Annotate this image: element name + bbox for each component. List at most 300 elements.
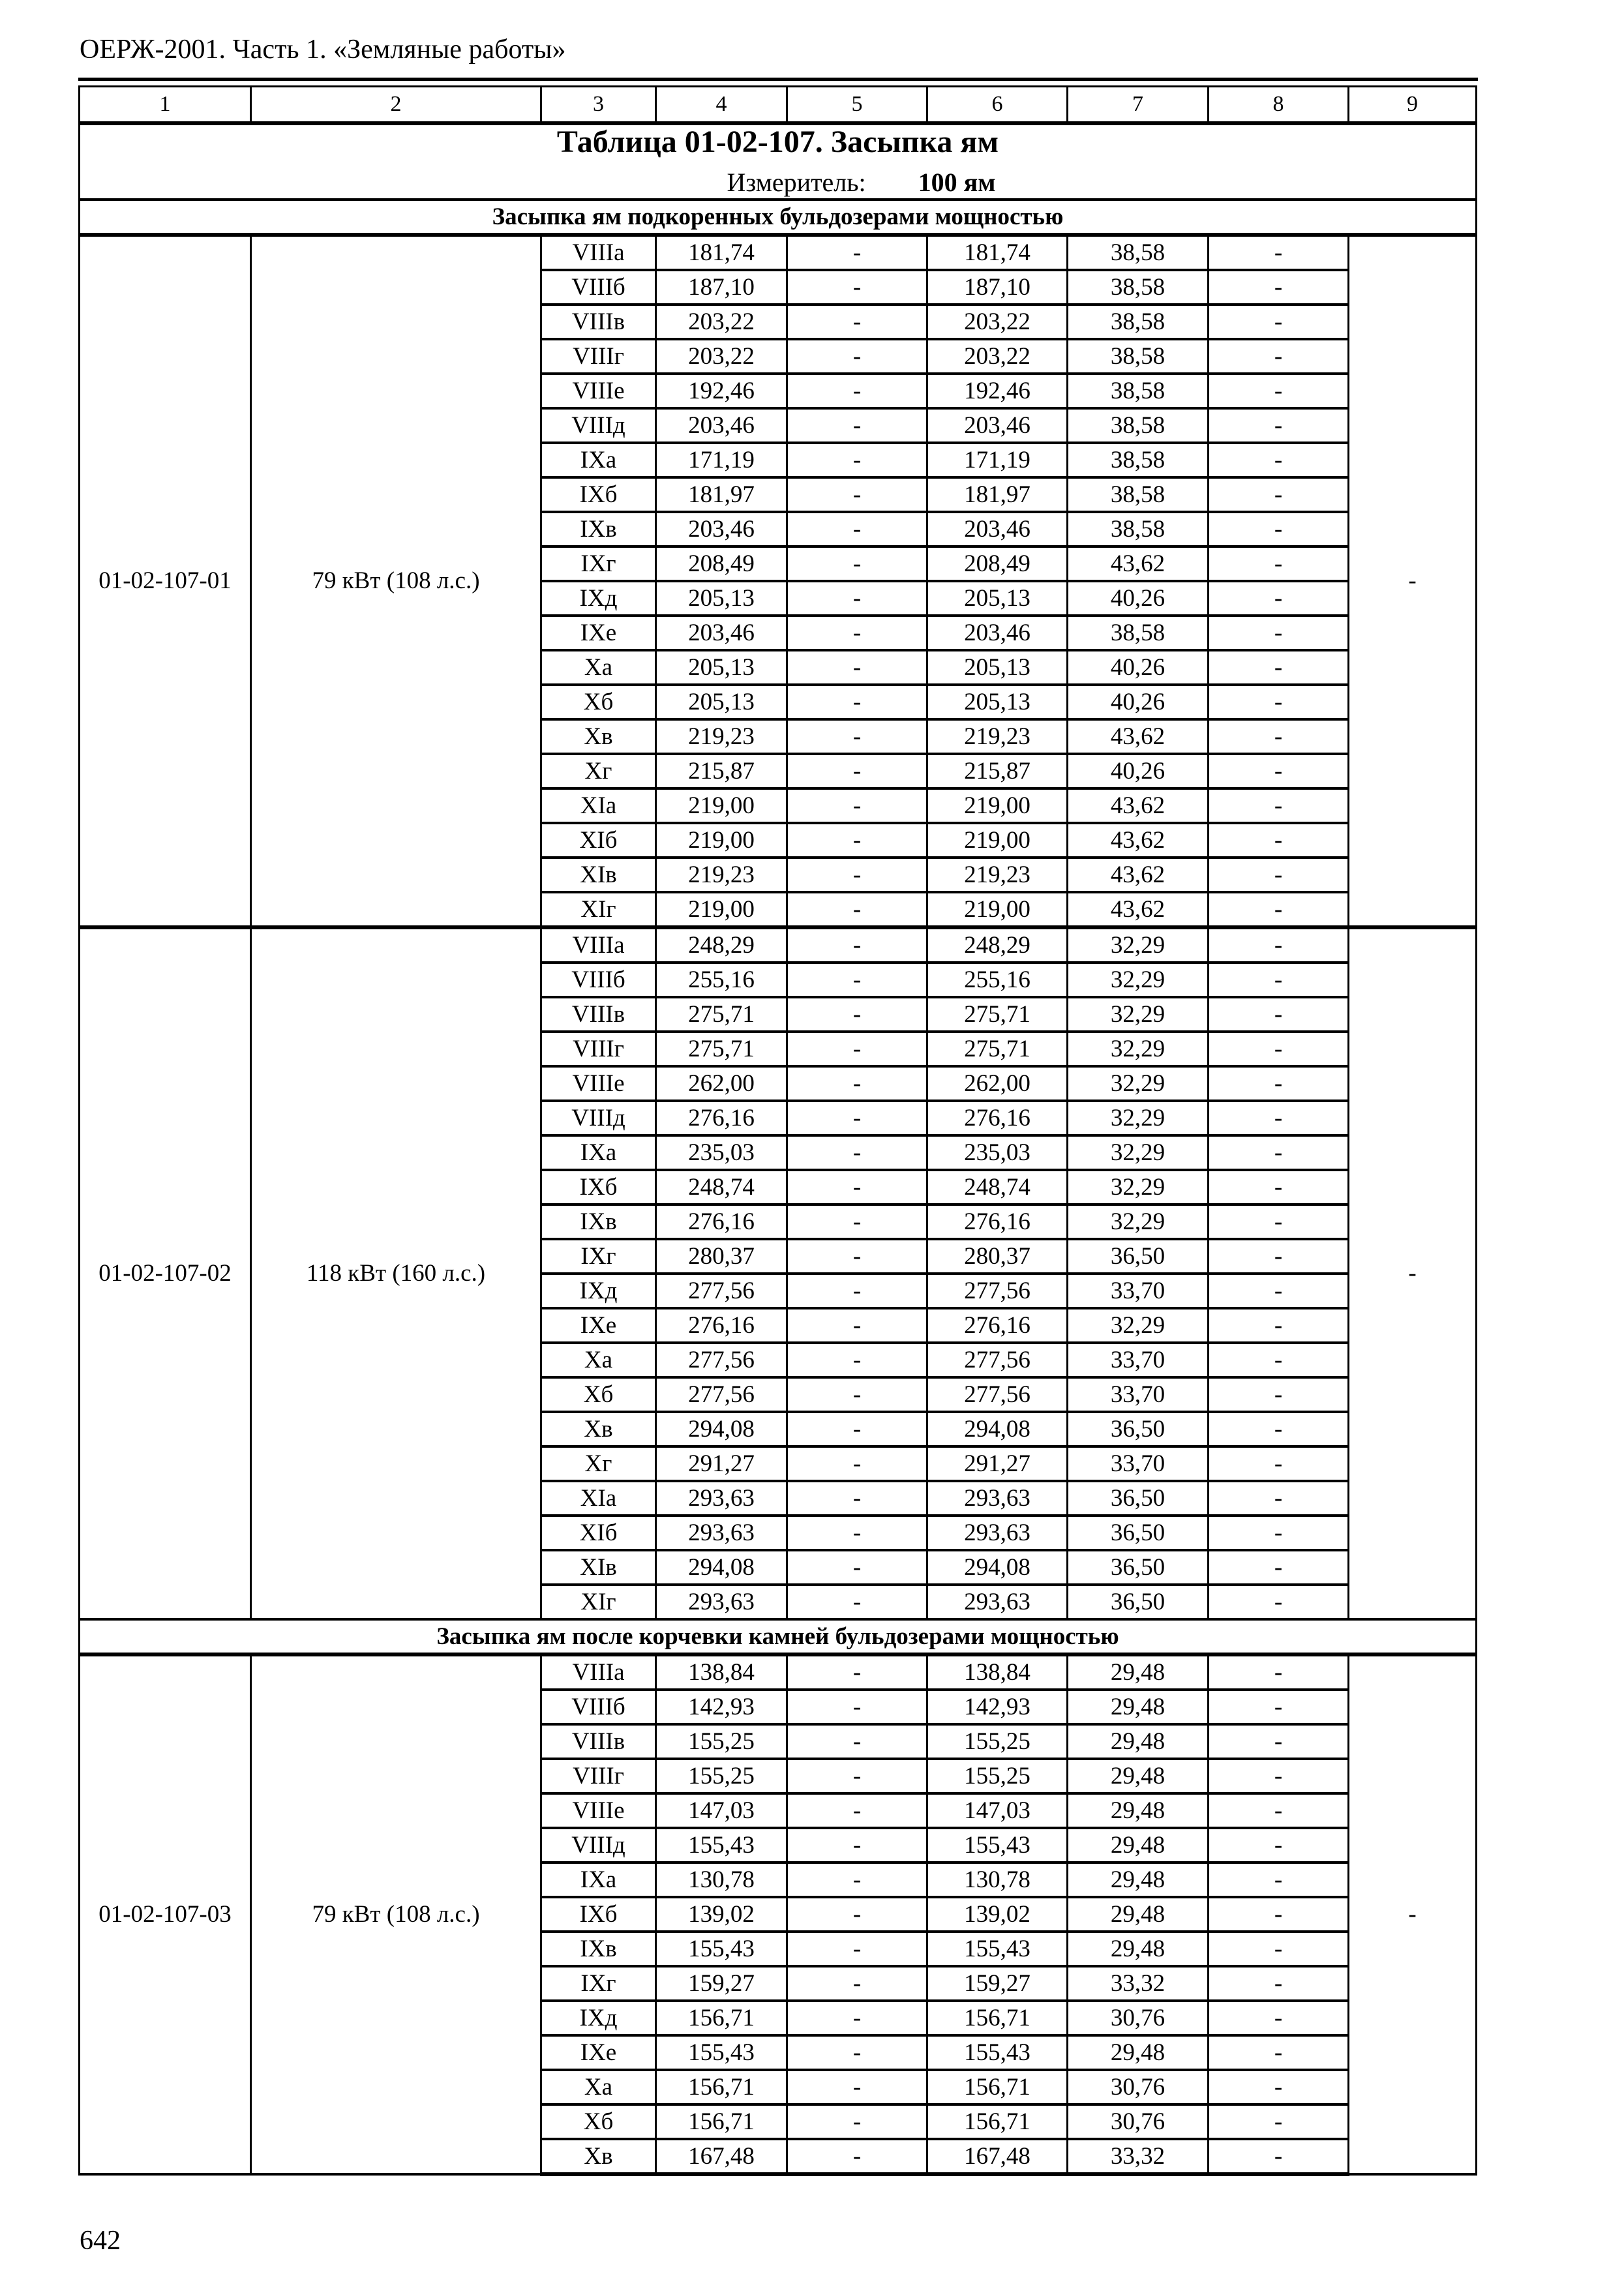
description-cell: 79 кВт (108 л.с.) bbox=[251, 1654, 541, 2174]
col5-value-cell: - bbox=[787, 374, 927, 408]
col8-value-cell: - bbox=[1209, 892, 1349, 927]
col7-value-cell: 32,29 bbox=[1068, 1135, 1209, 1170]
col6-value-cell: 139,02 bbox=[927, 1897, 1068, 1932]
grade-cell: Xб bbox=[541, 685, 656, 719]
col5-value-cell: - bbox=[787, 477, 927, 512]
col6-value-cell: 248,74 bbox=[927, 1170, 1068, 1204]
col5-value-cell: - bbox=[787, 1170, 927, 1204]
table-row bbox=[80, 927, 1477, 963]
col7-value-cell: 43,62 bbox=[1068, 546, 1209, 581]
col6-value-cell: 219,00 bbox=[927, 892, 1068, 927]
measure-value: 100 ям bbox=[918, 167, 996, 197]
grade-cell: VIIIа bbox=[541, 927, 656, 963]
col8-value-cell: - bbox=[1209, 270, 1349, 305]
col4-value-cell: 155,43 bbox=[656, 1828, 787, 1863]
col5-value-cell: - bbox=[787, 1343, 927, 1377]
col4-value-cell: 138,84 bbox=[656, 1654, 787, 1690]
col5-value-cell: - bbox=[787, 754, 927, 788]
col6-value-cell: 255,16 bbox=[927, 963, 1068, 997]
grade-cell: XIв bbox=[541, 1550, 656, 1585]
col7-value-cell: 36,50 bbox=[1068, 1550, 1209, 1585]
grade-cell: IXд bbox=[541, 2001, 656, 2035]
column-number-cell-2: 2 bbox=[251, 87, 541, 124]
col8-value-cell: - bbox=[1209, 305, 1349, 339]
col6-value-cell: 203,46 bbox=[927, 512, 1068, 546]
col6-value-cell: 147,03 bbox=[927, 1793, 1068, 1828]
col7-value-cell: 38,58 bbox=[1068, 408, 1209, 443]
col6-value-cell: 208,49 bbox=[927, 546, 1068, 581]
col5-value-cell: - bbox=[787, 823, 927, 858]
col7-value-cell: 36,50 bbox=[1068, 1481, 1209, 1516]
col6-value-cell: 277,56 bbox=[927, 1343, 1068, 1377]
col4-value-cell: 203,22 bbox=[656, 339, 787, 374]
col6-value-cell: 275,71 bbox=[927, 997, 1068, 1032]
col8-value-cell: - bbox=[1209, 1032, 1349, 1066]
col7-value-cell: 40,26 bbox=[1068, 754, 1209, 788]
col4-value-cell: 167,48 bbox=[656, 2139, 787, 2174]
col5-value-cell: - bbox=[787, 1308, 927, 1343]
col4-value-cell: 130,78 bbox=[656, 1863, 787, 1897]
grade-cell: VIIIе bbox=[541, 1066, 656, 1101]
col5-value-cell: - bbox=[787, 2104, 927, 2139]
col8-value-cell: - bbox=[1209, 2035, 1349, 2070]
col8-value-cell: - bbox=[1209, 1135, 1349, 1170]
grade-cell: IXб bbox=[541, 477, 656, 512]
grade-cell: VIIIд bbox=[541, 408, 656, 443]
col6-value-cell: 219,23 bbox=[927, 858, 1068, 892]
col8-value-cell: - bbox=[1209, 339, 1349, 374]
col7-value-cell: 38,58 bbox=[1068, 270, 1209, 305]
grade-cell: IXв bbox=[541, 512, 656, 546]
col6-value-cell: 181,74 bbox=[927, 235, 1068, 270]
col5-value-cell: - bbox=[787, 1481, 927, 1516]
col5-value-cell: - bbox=[787, 1828, 927, 1863]
col4-value-cell: 159,27 bbox=[656, 1966, 787, 2001]
col5-value-cell: - bbox=[787, 1101, 927, 1135]
grade-cell: Xа bbox=[541, 650, 656, 685]
col5-value-cell: - bbox=[787, 443, 927, 477]
col6-value-cell: 205,13 bbox=[927, 581, 1068, 616]
col5-value-cell: - bbox=[787, 1446, 927, 1481]
col7-value-cell: 43,62 bbox=[1068, 892, 1209, 927]
grade-cell: Xб bbox=[541, 2104, 656, 2139]
grade-cell: XIб bbox=[541, 1516, 656, 1550]
col6-value-cell: 277,56 bbox=[927, 1274, 1068, 1308]
col6-value-cell: 192,46 bbox=[927, 374, 1068, 408]
table-title: Таблица 01-02-107. Засыпка ям bbox=[556, 125, 999, 159]
col7-value-cell: 38,58 bbox=[1068, 443, 1209, 477]
col5-value-cell: - bbox=[787, 788, 927, 823]
grade-cell: XIг bbox=[541, 1585, 656, 1619]
col6-value-cell: 293,63 bbox=[927, 1585, 1068, 1619]
grade-cell: Xв bbox=[541, 719, 656, 754]
grade-cell: VIIIе bbox=[541, 374, 656, 408]
col4-value-cell: 276,16 bbox=[656, 1308, 787, 1343]
col6-value-cell: 205,13 bbox=[927, 685, 1068, 719]
col8-value-cell: - bbox=[1209, 581, 1349, 616]
col7-value-cell: 33,32 bbox=[1068, 2139, 1209, 2174]
col4-value-cell: 203,46 bbox=[656, 512, 787, 546]
grade-cell: VIIIг bbox=[541, 1032, 656, 1066]
col7-value-cell: 29,48 bbox=[1068, 1654, 1209, 1690]
section-header-row bbox=[80, 1619, 1477, 1654]
measure-label: Измеритель: bbox=[727, 167, 866, 197]
col8-value-cell: - bbox=[1209, 1446, 1349, 1481]
grade-cell: IXа bbox=[541, 443, 656, 477]
grade-cell: Xа bbox=[541, 2070, 656, 2104]
grade-cell: VIIIа bbox=[541, 235, 656, 270]
col4-value-cell: 294,08 bbox=[656, 1550, 787, 1585]
grade-cell: Xг bbox=[541, 1446, 656, 1481]
col6-value-cell: 159,27 bbox=[927, 1966, 1068, 2001]
col8-value-cell: - bbox=[1209, 512, 1349, 546]
grade-cell: VIIIв bbox=[541, 1724, 656, 1759]
col7-value-cell: 32,29 bbox=[1068, 1170, 1209, 1204]
grade-cell: Xв bbox=[541, 2139, 656, 2174]
col8-value-cell: - bbox=[1209, 997, 1349, 1032]
grade-cell: IXа bbox=[541, 1863, 656, 1897]
col6-value-cell: 203,22 bbox=[927, 339, 1068, 374]
col7-value-cell: 29,48 bbox=[1068, 1724, 1209, 1759]
col6-value-cell: 138,84 bbox=[927, 1654, 1068, 1690]
col5-value-cell: - bbox=[787, 892, 927, 927]
col6-value-cell: 205,13 bbox=[927, 650, 1068, 685]
column-number-cell-9: 9 bbox=[1349, 87, 1477, 124]
col5-value-cell: - bbox=[787, 685, 927, 719]
grade-cell: VIIIг bbox=[541, 1759, 656, 1793]
col7-value-cell: 33,70 bbox=[1068, 1377, 1209, 1412]
col5-value-cell: - bbox=[787, 997, 927, 1032]
col6-value-cell: 219,00 bbox=[927, 823, 1068, 858]
col8-value-cell: - bbox=[1209, 1274, 1349, 1308]
col6-value-cell: 276,16 bbox=[927, 1101, 1068, 1135]
grade-cell: VIIIд bbox=[541, 1828, 656, 1863]
col4-value-cell: 293,63 bbox=[656, 1585, 787, 1619]
col4-value-cell: 262,00 bbox=[656, 1066, 787, 1101]
col6-value-cell: 167,48 bbox=[927, 2139, 1068, 2174]
col7-value-cell: 38,58 bbox=[1068, 235, 1209, 270]
col5-value-cell: - bbox=[787, 1793, 927, 1828]
col6-value-cell: 215,87 bbox=[927, 754, 1068, 788]
description-cell: 79 кВт (108 л.с.) bbox=[251, 235, 541, 927]
col4-value-cell: 171,19 bbox=[656, 443, 787, 477]
col7-value-cell: 32,29 bbox=[1068, 927, 1209, 963]
col4-value-cell: 203,46 bbox=[656, 408, 787, 443]
col7-value-cell: 32,29 bbox=[1068, 963, 1209, 997]
col6-value-cell: 155,43 bbox=[927, 1932, 1068, 1966]
col7-value-cell: 43,62 bbox=[1068, 788, 1209, 823]
col7-value-cell: 30,76 bbox=[1068, 2070, 1209, 2104]
col4-value-cell: 147,03 bbox=[656, 1793, 787, 1828]
col4-value-cell: 276,16 bbox=[656, 1101, 787, 1135]
col7-value-cell: 32,29 bbox=[1068, 1032, 1209, 1066]
col7-value-cell: 29,48 bbox=[1068, 1897, 1209, 1932]
col7-value-cell: 40,26 bbox=[1068, 650, 1209, 685]
col4-value-cell: 291,27 bbox=[656, 1446, 787, 1481]
col4-value-cell: 203,46 bbox=[656, 616, 787, 650]
col8-value-cell: - bbox=[1209, 1481, 1349, 1516]
grade-cell: VIIIг bbox=[541, 339, 656, 374]
col8-value-cell: - bbox=[1209, 2001, 1349, 2035]
col4-value-cell: 156,71 bbox=[656, 2104, 787, 2139]
code-cell: 01-02-107-02 bbox=[80, 927, 251, 1619]
col8-value-cell: - bbox=[1209, 1966, 1349, 2001]
col4-value-cell: 155,43 bbox=[656, 1932, 787, 1966]
col8-value-cell: - bbox=[1209, 408, 1349, 443]
column-number-cell-6: 6 bbox=[927, 87, 1068, 124]
code-cell: 01-02-107-01 bbox=[80, 235, 251, 927]
col8-value-cell: - bbox=[1209, 927, 1349, 963]
column-header-row bbox=[80, 87, 1477, 124]
col8-value-cell: - bbox=[1209, 1550, 1349, 1585]
col5-value-cell: - bbox=[787, 305, 927, 339]
col5-value-cell: - bbox=[787, 719, 927, 754]
col8-value-cell: - bbox=[1209, 754, 1349, 788]
col8-value-cell: - bbox=[1209, 1343, 1349, 1377]
code-cell: 01-02-107-03 bbox=[80, 1654, 251, 2174]
col7-value-cell: 43,62 bbox=[1068, 823, 1209, 858]
col9-dash-cell: - bbox=[1349, 1654, 1477, 2174]
col4-value-cell: 181,74 bbox=[656, 235, 787, 270]
grade-cell: XIа bbox=[541, 1481, 656, 1516]
section-title-2: Засыпка ям после корчевки камней бульдозерами мощностью bbox=[80, 1619, 1477, 1654]
col8-value-cell: - bbox=[1209, 858, 1349, 892]
col4-value-cell: 255,16 bbox=[656, 963, 787, 997]
col9-dash-cell: - bbox=[1349, 235, 1477, 927]
col7-value-cell: 33,70 bbox=[1068, 1343, 1209, 1377]
grade-cell: IXд bbox=[541, 581, 656, 616]
col7-value-cell: 32,29 bbox=[1068, 1101, 1209, 1135]
col8-value-cell: - bbox=[1209, 2070, 1349, 2104]
grade-cell: IXб bbox=[541, 1897, 656, 1932]
col7-value-cell: 40,26 bbox=[1068, 581, 1209, 616]
grade-cell: VIIIа bbox=[541, 1654, 656, 1690]
col7-value-cell: 32,29 bbox=[1068, 1066, 1209, 1101]
col7-value-cell: 32,29 bbox=[1068, 1204, 1209, 1239]
column-number-cell-8: 8 bbox=[1209, 87, 1349, 124]
col7-value-cell: 43,62 bbox=[1068, 719, 1209, 754]
col8-value-cell: - bbox=[1209, 1412, 1349, 1446]
col5-value-cell: - bbox=[787, 1032, 927, 1066]
col4-value-cell: 275,71 bbox=[656, 1032, 787, 1066]
col6-value-cell: 276,16 bbox=[927, 1308, 1068, 1343]
grade-cell: VIIIе bbox=[541, 1793, 656, 1828]
col8-value-cell: - bbox=[1209, 1863, 1349, 1897]
col8-value-cell: - bbox=[1209, 2139, 1349, 2174]
grade-cell: IXг bbox=[541, 546, 656, 581]
col6-value-cell: 155,25 bbox=[927, 1759, 1068, 1793]
col7-value-cell: 38,58 bbox=[1068, 512, 1209, 546]
col6-value-cell: 156,71 bbox=[927, 2070, 1068, 2104]
grade-cell: IXв bbox=[541, 1204, 656, 1239]
grade-cell: XIа bbox=[541, 788, 656, 823]
col8-value-cell: - bbox=[1209, 616, 1349, 650]
col6-value-cell: 276,16 bbox=[927, 1204, 1068, 1239]
col8-value-cell: - bbox=[1209, 1759, 1349, 1793]
col4-value-cell: 192,46 bbox=[656, 374, 787, 408]
table-row bbox=[80, 235, 1477, 270]
col5-value-cell: - bbox=[787, 1135, 927, 1170]
col7-value-cell: 29,48 bbox=[1068, 1759, 1209, 1793]
col7-value-cell: 38,58 bbox=[1068, 374, 1209, 408]
col4-value-cell: 205,13 bbox=[656, 581, 787, 616]
col5-value-cell: - bbox=[787, 1239, 927, 1274]
table-title-cell bbox=[80, 123, 1477, 200]
col6-value-cell: 219,00 bbox=[927, 788, 1068, 823]
col6-value-cell: 262,00 bbox=[927, 1066, 1068, 1101]
col7-value-cell: 33,32 bbox=[1068, 1966, 1209, 2001]
col8-value-cell: - bbox=[1209, 1308, 1349, 1343]
col5-value-cell: - bbox=[787, 1724, 927, 1759]
col8-value-cell: - bbox=[1209, 443, 1349, 477]
col4-value-cell: 276,16 bbox=[656, 1204, 787, 1239]
col4-value-cell: 219,23 bbox=[656, 719, 787, 754]
col6-value-cell: 280,37 bbox=[927, 1239, 1068, 1274]
col6-value-cell: 156,71 bbox=[927, 2001, 1068, 2035]
col8-value-cell: - bbox=[1209, 374, 1349, 408]
grade-cell: XIб bbox=[541, 823, 656, 858]
col5-value-cell: - bbox=[787, 858, 927, 892]
table-title-row bbox=[80, 123, 1477, 200]
col4-value-cell: 275,71 bbox=[656, 997, 787, 1032]
col6-value-cell: 203,46 bbox=[927, 408, 1068, 443]
col4-value-cell: 280,37 bbox=[656, 1239, 787, 1274]
grade-cell: Xв bbox=[541, 1412, 656, 1446]
col7-value-cell: 36,50 bbox=[1068, 1239, 1209, 1274]
col8-value-cell: - bbox=[1209, 1897, 1349, 1932]
col5-value-cell: - bbox=[787, 2070, 927, 2104]
col5-value-cell: - bbox=[787, 235, 927, 270]
col7-value-cell: 43,62 bbox=[1068, 858, 1209, 892]
col8-value-cell: - bbox=[1209, 1793, 1349, 1828]
col7-value-cell: 36,50 bbox=[1068, 1585, 1209, 1619]
col4-value-cell: 155,25 bbox=[656, 1724, 787, 1759]
col7-value-cell: 29,48 bbox=[1068, 2035, 1209, 2070]
col4-value-cell: 156,71 bbox=[656, 2001, 787, 2035]
col5-value-cell: - bbox=[787, 1204, 927, 1239]
col6-value-cell: 293,63 bbox=[927, 1481, 1068, 1516]
col5-value-cell: - bbox=[787, 650, 927, 685]
col4-value-cell: 219,23 bbox=[656, 858, 787, 892]
col5-value-cell: - bbox=[787, 512, 927, 546]
table-row bbox=[80, 1654, 1477, 1690]
col5-value-cell: - bbox=[787, 1066, 927, 1101]
col7-value-cell: 29,48 bbox=[1068, 1793, 1209, 1828]
col8-value-cell: - bbox=[1209, 1377, 1349, 1412]
col4-value-cell: 155,25 bbox=[656, 1759, 787, 1793]
col6-value-cell: 155,25 bbox=[927, 1724, 1068, 1759]
column-number-cell-5: 5 bbox=[787, 87, 927, 124]
section-title-1: Засыпка ям подкоренных бульдозерами мощностью bbox=[80, 200, 1477, 235]
col6-value-cell: 219,23 bbox=[927, 719, 1068, 754]
col8-value-cell: - bbox=[1209, 1585, 1349, 1619]
col6-value-cell: 171,19 bbox=[927, 443, 1068, 477]
col4-value-cell: 208,49 bbox=[656, 546, 787, 581]
col8-value-cell: - bbox=[1209, 1170, 1349, 1204]
col8-value-cell: - bbox=[1209, 823, 1349, 858]
col4-value-cell: 203,22 bbox=[656, 305, 787, 339]
header-rule bbox=[78, 78, 1478, 81]
col8-value-cell: - bbox=[1209, 2104, 1349, 2139]
col8-value-cell: - bbox=[1209, 546, 1349, 581]
col8-value-cell: - bbox=[1209, 1724, 1349, 1759]
col5-value-cell: - bbox=[787, 1516, 927, 1550]
col4-value-cell: 219,00 bbox=[656, 823, 787, 858]
col6-value-cell: 235,03 bbox=[927, 1135, 1068, 1170]
grade-cell: IXб bbox=[541, 1170, 656, 1204]
col8-value-cell: - bbox=[1209, 1828, 1349, 1863]
col4-value-cell: 293,63 bbox=[656, 1481, 787, 1516]
grade-cell: IXе bbox=[541, 2035, 656, 2070]
col6-value-cell: 294,08 bbox=[927, 1550, 1068, 1585]
col6-value-cell: 155,43 bbox=[927, 2035, 1068, 2070]
grade-cell: Xа bbox=[541, 1343, 656, 1377]
col8-value-cell: - bbox=[1209, 1204, 1349, 1239]
col6-value-cell: 275,71 bbox=[927, 1032, 1068, 1066]
col5-value-cell: - bbox=[787, 1759, 927, 1793]
col7-value-cell: 30,76 bbox=[1068, 2001, 1209, 2035]
col7-value-cell: 38,58 bbox=[1068, 616, 1209, 650]
col8-value-cell: - bbox=[1209, 719, 1349, 754]
col5-value-cell: - bbox=[787, 1932, 927, 1966]
col6-value-cell: 156,71 bbox=[927, 2104, 1068, 2139]
grade-cell: IXд bbox=[541, 1274, 656, 1308]
col5-value-cell: - bbox=[787, 581, 927, 616]
col5-value-cell: - bbox=[787, 2001, 927, 2035]
col8-value-cell: - bbox=[1209, 235, 1349, 270]
col8-value-cell: - bbox=[1209, 477, 1349, 512]
column-number-cell-3: 3 bbox=[541, 87, 656, 124]
col5-value-cell: - bbox=[787, 927, 927, 963]
col7-value-cell: 29,48 bbox=[1068, 1863, 1209, 1897]
col8-value-cell: - bbox=[1209, 1101, 1349, 1135]
col5-value-cell: - bbox=[787, 963, 927, 997]
col8-value-cell: - bbox=[1209, 1239, 1349, 1274]
grade-cell: XIг bbox=[541, 892, 656, 927]
grade-cell: Xб bbox=[541, 1377, 656, 1412]
col5-value-cell: - bbox=[787, 546, 927, 581]
col5-value-cell: - bbox=[787, 2035, 927, 2070]
col5-value-cell: - bbox=[787, 1412, 927, 1446]
col4-value-cell: 277,56 bbox=[656, 1274, 787, 1308]
col7-value-cell: 38,58 bbox=[1068, 305, 1209, 339]
col5-value-cell: - bbox=[787, 408, 927, 443]
col8-value-cell: - bbox=[1209, 650, 1349, 685]
col6-value-cell: 155,43 bbox=[927, 1828, 1068, 1863]
col5-value-cell: - bbox=[787, 1654, 927, 1690]
col8-value-cell: - bbox=[1209, 1516, 1349, 1550]
grade-cell: VIIIб bbox=[541, 270, 656, 305]
col8-value-cell: - bbox=[1209, 1066, 1349, 1101]
column-number-cell-1: 1 bbox=[80, 87, 251, 124]
col9-dash-cell: - bbox=[1349, 927, 1477, 1619]
page-header: ОЕРЖ-2001. Часть 1. «Земляные работы» bbox=[80, 35, 566, 65]
col5-value-cell: - bbox=[787, 2139, 927, 2174]
grade-cell: VIIIб bbox=[541, 1690, 656, 1724]
col5-value-cell: - bbox=[787, 1863, 927, 1897]
grade-cell: IXе bbox=[541, 616, 656, 650]
description-cell: 118 кВт (160 л.с.) bbox=[251, 927, 541, 1619]
col6-value-cell: 277,56 bbox=[927, 1377, 1068, 1412]
col4-value-cell: 248,29 bbox=[656, 927, 787, 963]
col5-value-cell: - bbox=[787, 1377, 927, 1412]
col5-value-cell: - bbox=[787, 1966, 927, 2001]
col8-value-cell: - bbox=[1209, 1654, 1349, 1690]
col7-value-cell: 29,48 bbox=[1068, 1690, 1209, 1724]
grade-cell: IXа bbox=[541, 1135, 656, 1170]
col4-value-cell: 139,02 bbox=[656, 1897, 787, 1932]
col4-value-cell: 219,00 bbox=[656, 892, 787, 927]
